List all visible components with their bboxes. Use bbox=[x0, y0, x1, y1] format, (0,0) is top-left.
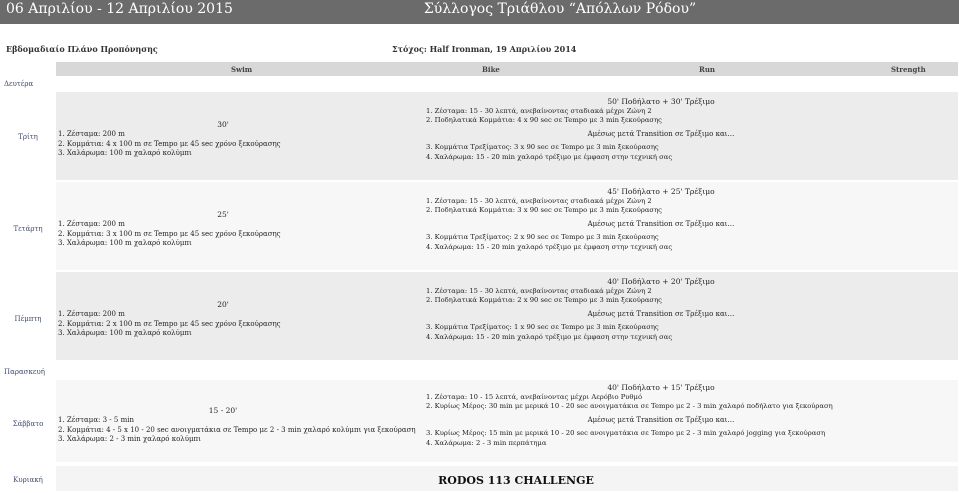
bike-line: 3. Κομμάτια Τρεξίματος: 2 x 90 sec σε Tempo με 3 min ξεκούρασης bbox=[426, 233, 659, 242]
bike-cell-tuesday bbox=[426, 97, 896, 162]
swim-line: 3. Χαλάρωμα: 100 m χαλαρό κολύμπι bbox=[58, 239, 192, 247]
day-tuesday: Τρίτη bbox=[18, 133, 38, 141]
bike-line: 4. Χαλάρωμα: 15 - 20 min χαλαρό τρέξιμο με έμφαση στην τεχνική σας bbox=[426, 152, 673, 161]
swim-cell-saturday bbox=[58, 406, 416, 445]
swim-line: 2. Κομμάτια: 4 x 100 m σε Tempo με 45 sec χρόνο ξεκούρασης bbox=[58, 139, 281, 148]
transition-note: Αμέσως μετά Transition σε Τρέξιμο και… bbox=[587, 130, 735, 139]
day-thursday: Πέμπτη bbox=[14, 315, 42, 323]
bike-duration: 50' Ποδήλατο + 30' Τρέξιμο bbox=[607, 97, 715, 106]
bike-line: 3. Κομμάτια Τρεξίματος: 3 x 90 sec σε Tempo με 3 min ξεκούρασης bbox=[426, 143, 659, 152]
transition-note: Αμέσως μετά Transition σε Τρέξιμο και… bbox=[587, 220, 735, 229]
plan-label: Εβδομαδιαίο Πλάνο Προπόνησης bbox=[6, 44, 158, 54]
swim-line: 3. Χαλάρωμα: 100 m χαλαρό κολύμπι bbox=[58, 329, 192, 337]
day-saturday: Σάββατο bbox=[12, 420, 44, 428]
column-header-strength: Strength bbox=[891, 65, 926, 74]
swim-line: 3. Χαλάρωμα: 2 - 3 min χαλαρό κολύμπι bbox=[58, 435, 201, 443]
swim-duration: 15 - 20' bbox=[208, 406, 238, 415]
bike-line: 2. Κυρίως Μέρος: 30 min με μερικά 10 - 20 sec ανοιγματάκια σε Tempo με 2 - 3 min χαλαρό ποδήλατο για ξεκούραση bbox=[426, 402, 833, 411]
swim-line: 1. Ζέσταμα: 200 m bbox=[58, 130, 125, 138]
header-bar bbox=[0, 0, 959, 24]
day-wednesday: Τετάρτη bbox=[13, 225, 43, 233]
bike-line: 1. Ζέσταμα: 15 - 30 λεπτά, ανεβαίνοντας σταδιακά μέχρι Ζώνη 2 bbox=[426, 287, 652, 295]
column-header-bike: Bike bbox=[482, 65, 500, 74]
swim-duration: 25' bbox=[217, 210, 229, 219]
bike-duration: 45' Ποδήλατο + 25' Τρέξιμο bbox=[607, 187, 715, 196]
bike-duration: 40' Ποδήλατο + 20' Τρέξιμο bbox=[607, 277, 715, 286]
swim-line: 1. Ζέσταμα: 200 m bbox=[58, 310, 125, 318]
bike-cell-thursday bbox=[426, 277, 896, 342]
week-dates-title: 06 Απριλίου - 12 Απριλίου 2015 bbox=[6, 1, 233, 17]
swim-duration: 20' bbox=[217, 300, 229, 309]
bike-line: 4. Χαλάρωμα: 15 - 20 min χαλαρό τρέξιμο με έμφαση στην τεχνική σας bbox=[426, 332, 673, 341]
goal-label: Στόχος: Half Ironman, 19 Απριλίου 2014 bbox=[392, 44, 577, 54]
event-title: RODOS 113 CHALLENGE bbox=[438, 474, 594, 487]
swim-cell-tuesday bbox=[58, 120, 388, 159]
swim-cell-thursday bbox=[58, 300, 388, 339]
day-friday: Παρασκευή bbox=[4, 368, 45, 376]
swim-line: 1. Ζέσταμα: 3 - 5 min bbox=[58, 416, 134, 424]
bike-line: 3. Κομμάτια Τρεξίματος: 1 x 90 sec σε Tempo με 3 min ξεκούρασης bbox=[426, 323, 659, 332]
bike-line: 4. Χαλάρωμα: 2 - 3 min περπάτημα bbox=[426, 438, 547, 447]
swim-line: 1. Ζέσταμα: 200 m bbox=[58, 220, 125, 228]
transition-note: Αμέσως μετά Transition σε Τρέξιμο και… bbox=[587, 416, 735, 425]
bike-cell-wednesday bbox=[426, 187, 896, 252]
transition-note: Αμέσως μετά Transition σε Τρέξιμο και… bbox=[587, 310, 735, 319]
swim-line: 3. Χαλάρωμα: 100 m χαλαρό κολύμπι bbox=[58, 149, 192, 157]
column-header-row bbox=[56, 62, 958, 76]
bike-line: 4. Χαλάρωμα: 15 - 20 min χαλαρό τρέξιμο με έμφαση στην τεχνική σας bbox=[426, 242, 673, 251]
bike-line: 3. Κυρίως Μέρος: 15 min με μερικά 10 - 20 sec ανοιγματάκια σε Tempo με 2 - 3 min χαλαρό jogging για ξεκούραση bbox=[426, 429, 826, 438]
bike-duration: 40' Ποδήλατο + 15' Τρέξιμο bbox=[607, 383, 715, 392]
column-header-swim: Swim bbox=[231, 65, 253, 74]
bike-line: 1. Ζέσταμα: 15 - 30 λεπτά, ανεβαίνοντας σταδιακά μέχρι Ζώνη 2 bbox=[426, 107, 652, 115]
bike-line: 2. Ποδηλατικά Κομμάτια: 2 x 90 sec σε Tempo με 3 min ξεκούρασης bbox=[426, 296, 662, 305]
bike-cell-saturday bbox=[426, 383, 896, 448]
column-header-run: Run bbox=[699, 65, 715, 74]
swim-duration: 30' bbox=[217, 120, 229, 129]
bike-line: 1. Ζέσταμα: 10 - 15 λεπτά, ανεβαίνοντας μέχρι Αερόβιο Ρυθμό bbox=[426, 393, 643, 401]
bike-line: 2. Ποδηλατικά Κομμάτια: 3 x 90 sec σε Tempo με 3 min ξεκούρασης bbox=[426, 206, 662, 215]
bike-line: 1. Ζέσταμα: 15 - 30 λεπτά, ανεβαίνοντας σταδιακά μέχρι Ζώνη 2 bbox=[426, 197, 652, 205]
swim-line: 2. Κομμάτια: 3 x 100 m σε Tempo με 45 sec χρόνο ξεκούρασης bbox=[58, 229, 281, 238]
bike-line: 2. Ποδηλατικά Κομμάτια: 4 x 90 sec σε Tempo με 3 min ξεκούρασης bbox=[426, 116, 662, 125]
swim-line: 2. Κομμάτια: 2 x 100 m σε Tempo με 45 sec χρόνο ξεκούρασης bbox=[58, 319, 281, 328]
swim-cell-wednesday bbox=[58, 210, 388, 249]
club-title: Σύλλογος Τριάθλου “Απόλλων Ρόδου” bbox=[423, 1, 697, 17]
day-sunday: Κυριακή bbox=[13, 476, 43, 484]
day-monday: Δευτέρα bbox=[4, 80, 34, 88]
swim-line: 2. Κομμάτια: 4 - 5 x 10 - 20 sec ανοιγματάκια σε Tempo με 2 - 3 min χαλαρό κολύμπι για ξεκούραση bbox=[58, 425, 416, 434]
